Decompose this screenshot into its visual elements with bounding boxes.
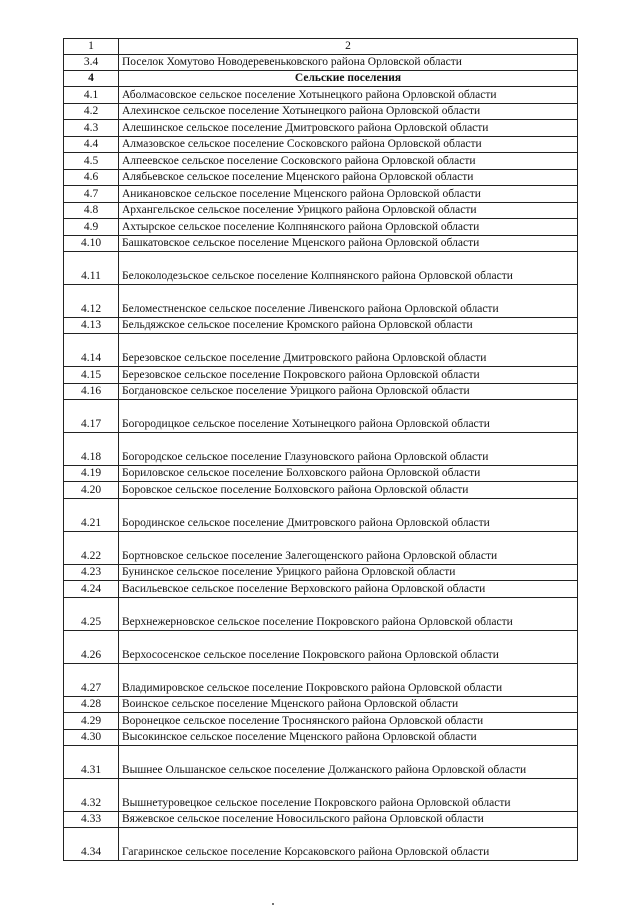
row-number: 4.7 (64, 186, 119, 203)
table-row (64, 384, 578, 400)
settlement-name: Васильевское сельское поселение Верховского района Орловской области (119, 581, 578, 598)
row-number: 4.6 (64, 170, 119, 186)
settlement-name: Верхнежерновское сельское поселение Покровского района Орловской области (119, 598, 578, 631)
settlement-name: Архангельское сельское поселение Урицкого района Орловской области (119, 203, 578, 219)
settlement-name: Высокинское сельское поселение Мценского района Орловской области (119, 730, 578, 746)
row-number: 4.1 (64, 87, 119, 104)
table-row (64, 318, 578, 334)
row-number: 4.8 (64, 203, 119, 219)
settlement-name: Вяжевское сельское поселение Новосильского района Орловской области (119, 812, 578, 828)
table-row (64, 482, 578, 499)
row-number: 4.24 (64, 581, 119, 598)
table-row (64, 153, 578, 170)
row-number: 4.27 (64, 664, 119, 697)
table-row (64, 87, 578, 104)
row-number: 4.32 (64, 779, 119, 812)
settlement-name: Воронецкое сельское поселение Троснянского района Орловской области (119, 713, 578, 730)
section-header-row (64, 71, 578, 87)
table-row (64, 236, 578, 252)
table-row (64, 598, 578, 631)
table-row (64, 285, 578, 318)
settlement-name: Алпеевское сельское поселение Сосковского района Орловской области (119, 153, 578, 170)
row-number: 4.5 (64, 153, 119, 170)
row-number: 4.21 (64, 499, 119, 532)
table-row (64, 137, 578, 153)
row-number: 4.11 (64, 252, 119, 285)
row-number: 4.9 (64, 219, 119, 236)
table-row (64, 532, 578, 565)
settlement-name: Богородское сельское поселение Глазуновского района Орловской области (119, 433, 578, 466)
table-row (64, 713, 578, 730)
settlement-name: Беломестненское сельское поселение Ливенского района Орловской области (119, 285, 578, 318)
settlement-name: Поселок Хомутово Новодеревеньковского района Орловской области (119, 55, 578, 71)
row-number: 4.14 (64, 334, 119, 367)
table-row (64, 631, 578, 664)
table-row (64, 186, 578, 203)
settlement-name: Алешинское сельское поселение Дмитровского района Орловской области (119, 120, 578, 137)
row-number: 4.12 (64, 285, 119, 318)
settlement-name: Владимировское сельское поселение Покровского района Орловской области (119, 664, 578, 697)
table-row (64, 219, 578, 236)
settlement-name: Алмазовское сельское поселение Сосковского района Орловской области (119, 137, 578, 153)
column-number-row (64, 39, 578, 55)
column-number-1: 1 (64, 39, 119, 55)
settlement-name: Аникановское сельское поселение Мценского района Орловской области (119, 186, 578, 203)
settlement-name: Алехинское сельское поселение Хотынецкого района Орловской области (119, 104, 578, 120)
section-title: Сельские поселения (119, 71, 578, 87)
row-number: 4.16 (64, 384, 119, 400)
settlement-name: Боровское сельское поселение Болховского района Орловской области (119, 482, 578, 499)
settlement-name: Бортновское сельское поселение Залегощенского района Орловской области (119, 532, 578, 565)
settlements-table (63, 38, 578, 861)
settlement-name: Бунинское сельское поселение Урицкого района Орловской области (119, 565, 578, 581)
settlement-name: Богдановское сельское поселение Урицкого района Орловской области (119, 384, 578, 400)
table-row (64, 203, 578, 219)
table-row (64, 812, 578, 828)
row-number: 4.18 (64, 433, 119, 466)
row-number: 4.19 (64, 466, 119, 482)
settlement-name: Ахтырское сельское поселение Колпнянского района Орловской области (119, 219, 578, 236)
table-row (64, 664, 578, 697)
table-row (64, 730, 578, 746)
row-number: 4.26 (64, 631, 119, 664)
row-number: 3.4 (64, 55, 119, 71)
table-row (64, 581, 578, 598)
settlement-name: Богородицкое сельское поселение Хотынецкого района Орловской области (119, 400, 578, 433)
table-body (64, 55, 578, 861)
table-row (64, 565, 578, 581)
row-number: 4.13 (64, 318, 119, 334)
table-row (64, 400, 578, 433)
row-number: 4.2 (64, 104, 119, 120)
settlement-name: Белоколодезьское сельское поселение Колпнянского района Орловской области (119, 252, 578, 285)
row-number: 4.20 (64, 482, 119, 499)
row-number: 4.25 (64, 598, 119, 631)
settlement-name: Верхососенское сельское поселение Покровского района Орловской области (119, 631, 578, 664)
table-row (64, 367, 578, 384)
settlement-name: Березовское сельское поселение Дмитровского района Орловской области (119, 334, 578, 367)
table-row (64, 170, 578, 186)
row-number: 4.3 (64, 120, 119, 137)
column-number-2: 2 (119, 39, 578, 55)
table-row (64, 779, 578, 812)
row-number: 4.4 (64, 137, 119, 153)
settlement-name: Башкатовское сельское поселение Мценского района Орловской области (119, 236, 578, 252)
row-number: 4.15 (64, 367, 119, 384)
row-number: 4.30 (64, 730, 119, 746)
table-row (64, 104, 578, 120)
row-number: 4.10 (64, 236, 119, 252)
settlement-name: Гагаринское сельское поселение Корсаковского района Орловской области (119, 828, 578, 861)
table-row (64, 697, 578, 713)
row-number: 4.17 (64, 400, 119, 433)
row-number: 4.29 (64, 713, 119, 730)
row-number: 4.23 (64, 565, 119, 581)
settlement-name: Бориловское сельское поселение Болховского района Орловской области (119, 466, 578, 482)
row-number: 4.33 (64, 812, 119, 828)
row-number: 4.28 (64, 697, 119, 713)
settlement-name: Воинское сельское поселение Мценского района Орловской области (119, 697, 578, 713)
settlement-name: Бельдяжское сельское поселение Кромского района Орловской области (119, 318, 578, 334)
table-row (64, 433, 578, 466)
table-row (64, 466, 578, 482)
table-row (64, 499, 578, 532)
row-number: 4.31 (64, 746, 119, 779)
row-number: 4.22 (64, 532, 119, 565)
settlement-name: Вышнетуровецкое сельское поселение Покровского района Орловской области (119, 779, 578, 812)
table-row (64, 334, 578, 367)
row-number: 4 (64, 71, 119, 87)
settlement-name: Алябьевское сельское поселение Мценского района Орловской области (119, 170, 578, 186)
table-row (64, 828, 578, 861)
settlement-name: Бородинское сельское поселение Дмитровского района Орловской области (119, 499, 578, 532)
settlement-name: Вышнее Ольшанское сельское поселение Должанского района Орловской области (119, 746, 578, 779)
table-row (64, 55, 578, 71)
settlement-name: Березовское сельское поселение Покровского района Орловской области (119, 367, 578, 384)
table-row (64, 252, 578, 285)
settlement-name: Аболмасовское сельское поселение Хотынецкого района Орловской области (119, 87, 578, 104)
table-row (64, 120, 578, 137)
table-row (64, 746, 578, 779)
row-number: 4.34 (64, 828, 119, 861)
